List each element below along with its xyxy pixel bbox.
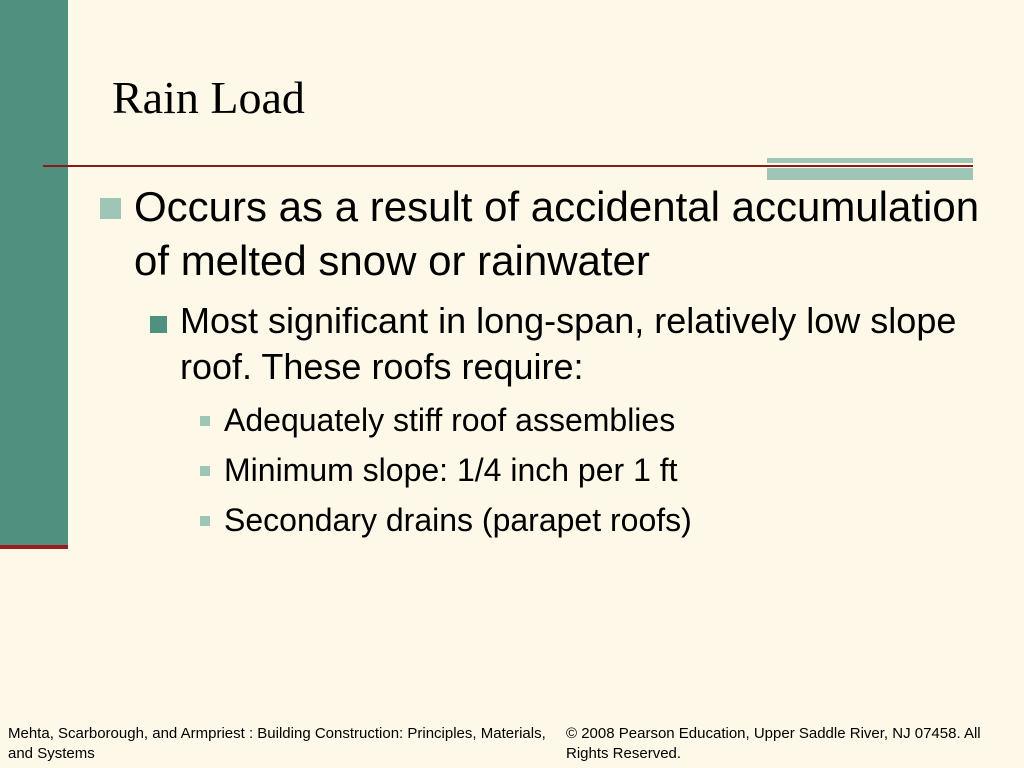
bullet-text: Adequately stiff roof assemblies: [224, 402, 676, 438]
square-bullet-icon: [200, 466, 210, 476]
square-bullet-icon: [200, 416, 210, 426]
square-bullet-icon: [150, 316, 167, 333]
bullet-text: Secondary drains (parapet roofs): [224, 502, 692, 538]
slide-title: Rain Load: [112, 72, 305, 123]
square-bullet-icon: [100, 198, 121, 219]
square-bullet-icon: [200, 516, 210, 526]
bullet-level-3: [200, 448, 960, 492]
bullet-level-3: [200, 398, 960, 442]
footer-copyright: © 2008 Pearson Education, Upper Saddle River, NJ 07458. All Rights Reserved.: [566, 725, 981, 762]
footer-citation: Mehta, Scarborough, and Armpriest : Building Construction: Principles, Materials, and Systems: [8, 725, 546, 762]
bullet-level-3: [200, 498, 960, 542]
bullet-text: Most significant in long-span, relatively low slope roof. These roofs require:: [180, 300, 957, 387]
bullet-text: Minimum slope: 1/4 inch per 1 ft: [224, 452, 678, 488]
bullet-text: Occurs as a result of accidental accumulation of melted snow or rainwater: [134, 183, 980, 284]
